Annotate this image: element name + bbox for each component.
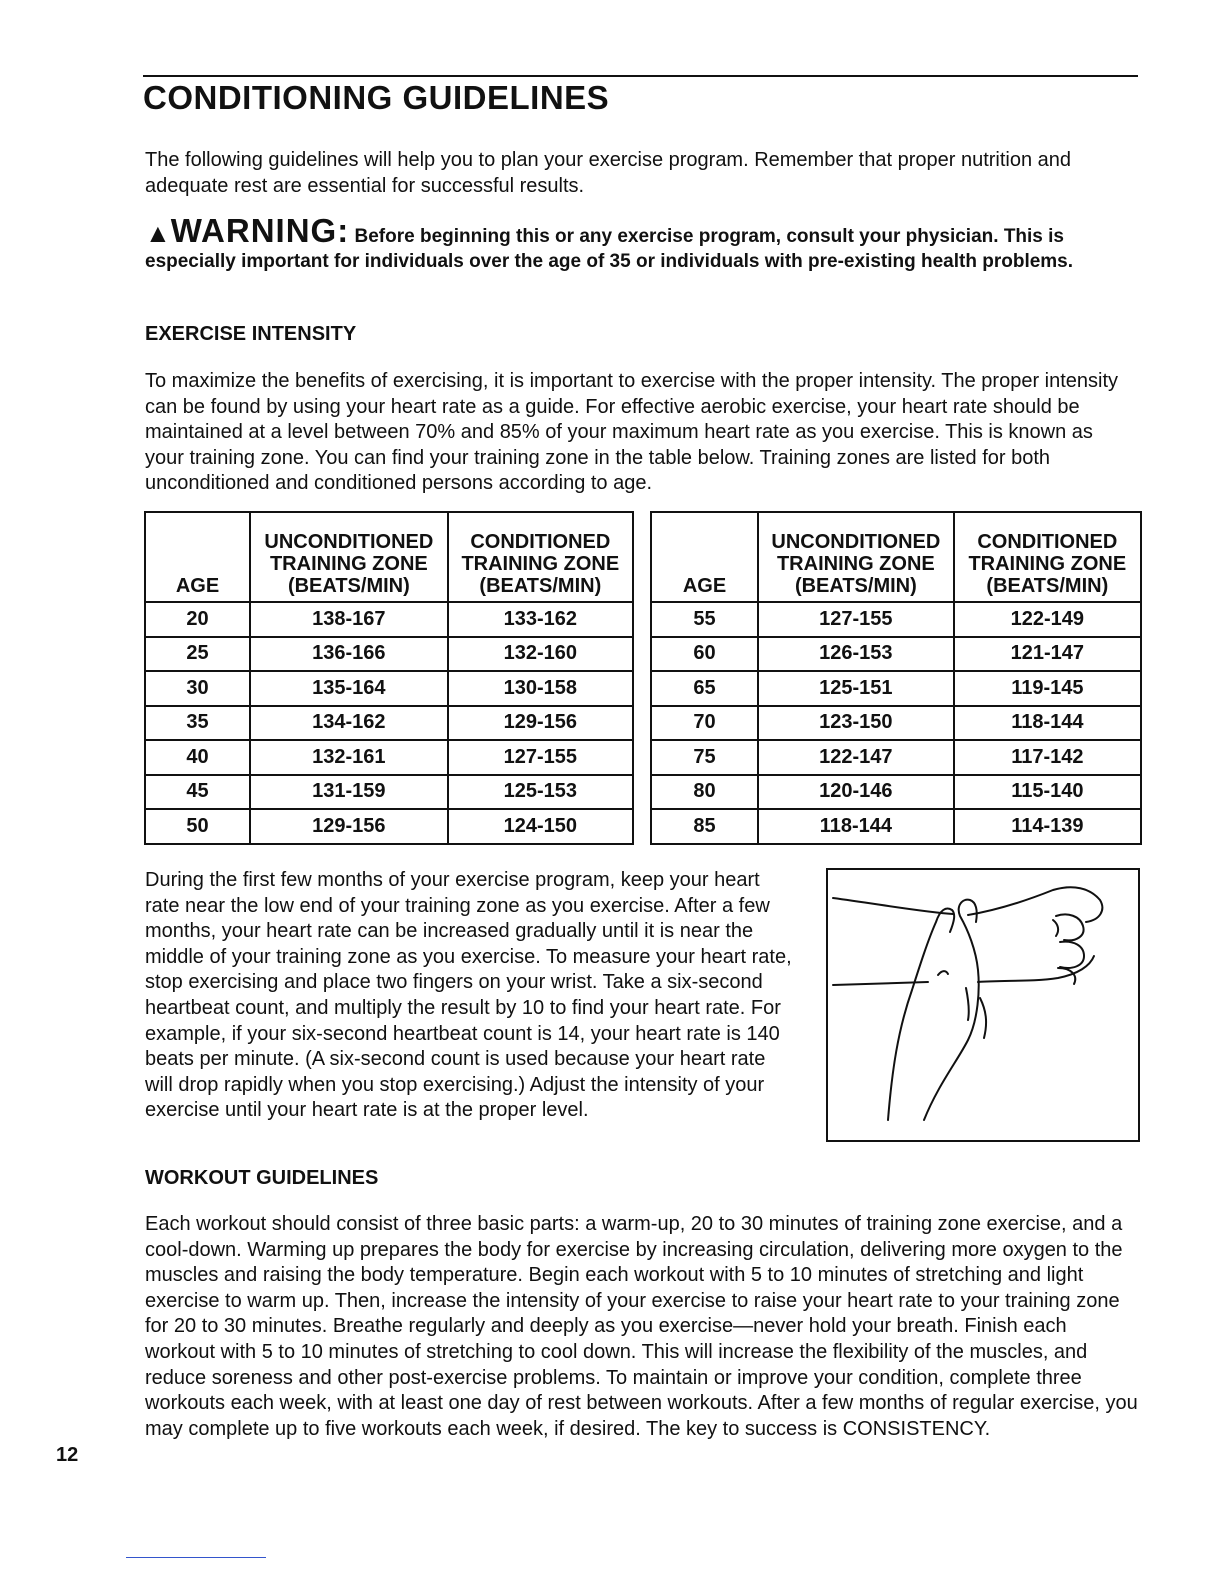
age-header: AGE	[651, 512, 758, 602]
table-row: 30 135-164 130-158	[145, 671, 633, 706]
pulse-check-illustration	[826, 868, 1140, 1142]
exercise-intensity-paragraph: To maximize the benefits of exercising, it is important to exercise with the proper intensity. The proper intensity can be found by using your heart rate as a guide. For effective aerobic exercise, your heart rate should be maintained at a level between 70% and 85% of your maximum heart rate as you exercise. This is known as your training zone. You can find your training zone in the table below. Training zones are listed for both unconditioned and conditioned persons according to age.	[145, 370, 1119, 495]
training-zone-table-left	[144, 511, 634, 845]
conditioned-header: CONDITIONED TRAINING ZONE (BEATS/MIN)	[954, 512, 1141, 602]
table-row: 70 123-150 118-144	[651, 706, 1141, 741]
workout-guidelines-heading: WORKOUT GUIDELINES	[145, 1167, 379, 1189]
table-row: 80 120-146 115-140	[651, 775, 1141, 810]
workout-guidelines-paragraph: Each workout should consist of three basic parts: a warm-up, 20 to 30 minutes of training zone exercise, and a cool-down. Warming up prepares the body for exercise by increasing circulation, delivering more oxygen to the muscles and raising the body temperature. Begin each workout with 5 to 10 minutes of stretching and light exercise to warm up. Then, increase the intensity of your exercise to raise your heart rate to your training zone for 20 to 30 minutes. Breathe regularly and deeply as you exercise—never hold your breath. Finish each workout with 5 to 10 minutes of stretching to cool down. This will increase the flexibility of the muscles, and reduce soreness and other post-exercise problems. To maintain or improve your condition, complete three workouts each week, with at least one day of rest between workouts. After a few months of regular exercise, you may complete up to five workouts each week, if desired. The key to success is CONSISTENCY.	[145, 1213, 1138, 1440]
table-row: 25 136-166 132-160	[145, 637, 633, 672]
table-row: 40 132-161 127-155	[145, 740, 633, 775]
warning-triangle-icon: ▲	[145, 218, 171, 248]
warning-block	[145, 212, 1130, 274]
table-row: 50 129-156 124-150	[145, 809, 633, 844]
table-row: 85 118-144 114-139	[651, 809, 1141, 844]
age-header: AGE	[145, 512, 250, 602]
table-row: 65 125-151 119-145	[651, 671, 1141, 706]
wrist-pulse-icon	[828, 870, 1138, 1140]
footer-line	[126, 1557, 266, 1558]
intro-paragraph: The following guidelines will help you to plan your exercise program. Remember that proper nutrition and adequate rest are essential for successful results.	[145, 149, 1072, 197]
unconditioned-header: UNCONDITIONED TRAINING ZONE (BEATS/MIN)	[250, 512, 448, 602]
warning-text: Before beginning this or any exercise program, consult your physician. This is especially important for individuals over the age of 35 or individuals with pre-existing health problems.	[145, 226, 1074, 272]
table-row: 55 127-155 122-149	[651, 602, 1141, 637]
table-row: 45 131-159 125-153	[145, 775, 633, 810]
table-row: 60 126-153 121-147	[651, 637, 1141, 672]
warning-label: WARNING:	[170, 212, 350, 249]
conditioned-header: CONDITIONED TRAINING ZONE (BEATS/MIN)	[448, 512, 633, 602]
unconditioned-header: UNCONDITIONED TRAINING ZONE (BEATS/MIN)	[758, 512, 954, 602]
heart-rate-paragraph: During the first few months of your exercise program, keep your heart rate near the low end of your training zone as you exercise. After a few months, your heart rate can be increased gradually until it is near the middle of your training zone as you exercise. To measure your heart rate, stop exercising and place two fingers on your wrist. Take a six-second heartbeat count, and multiply the result by 10 to find your heart rate. For example, if your six-second heartbeat count is 14, your heart rate is 140 beats per minute. (A six-second count is used because your heart rate will drop rapidly when you stop exercising.) Adjust the intensity of your exercise until your heart rate is at the proper level.	[145, 869, 792, 1122]
table-row: 35 134-162 129-156	[145, 706, 633, 741]
training-zone-table-right	[650, 511, 1142, 845]
table-header-row	[145, 512, 633, 602]
table-row: 75 122-147 117-142	[651, 740, 1141, 775]
page-number: 12	[56, 1444, 79, 1466]
title-rule	[143, 75, 1138, 77]
table-row: 20 138-167 133-162	[145, 602, 633, 637]
table-header-row	[651, 512, 1141, 602]
exercise-intensity-heading: EXERCISE INTENSITY	[145, 323, 357, 345]
page-title: CONDITIONING GUIDELINES	[143, 79, 610, 116]
